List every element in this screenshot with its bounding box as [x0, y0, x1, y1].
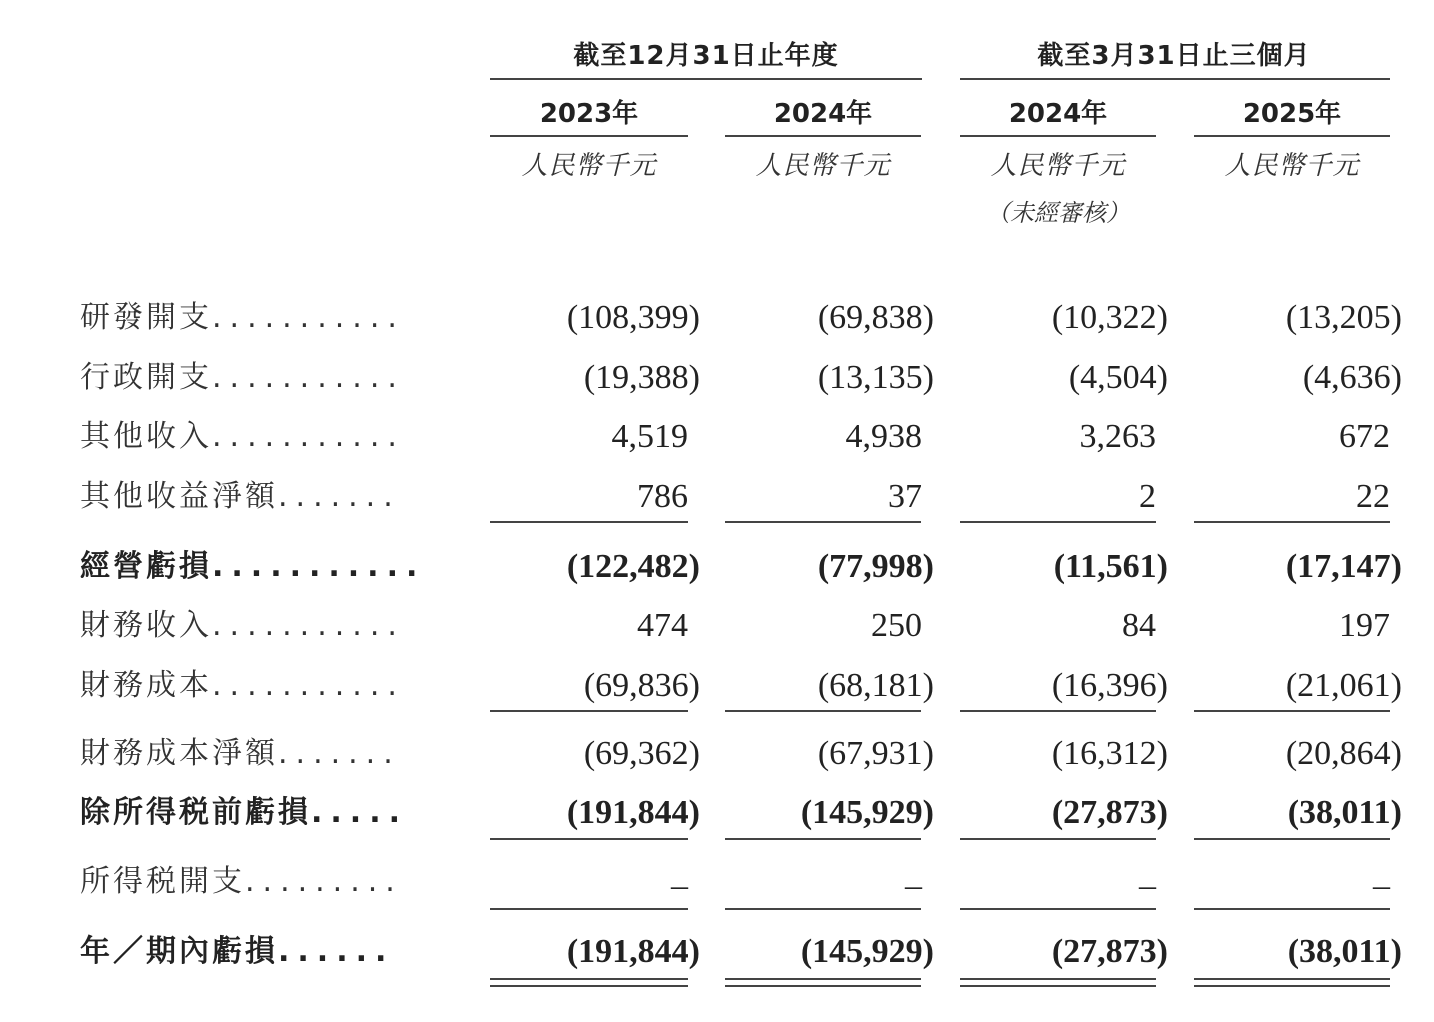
leader-dots: ......	[278, 934, 395, 969]
table-cell: (13,135)	[817, 359, 934, 396]
total-double-rule	[960, 985, 1156, 987]
group-underline	[960, 78, 1390, 80]
leader-dots: ...........	[212, 360, 405, 395]
row-label-text: 財務成本淨額	[80, 736, 278, 771]
leader-dots: .....	[311, 795, 408, 830]
column-unit-label: 人民幣千元	[1224, 151, 1360, 181]
table-cell: (16,396)	[1051, 667, 1168, 704]
subtotal-rule	[1194, 838, 1390, 840]
table-cell: –	[905, 867, 922, 904]
table-cell: (69,362)	[583, 735, 700, 772]
subtotal-rule	[960, 710, 1156, 712]
subtotal-rule	[1194, 710, 1390, 712]
table-cell: (38,011)	[1287, 933, 1402, 970]
column-year-header: 2024年	[1008, 99, 1108, 129]
group-underline	[490, 78, 922, 80]
total-double-rule	[725, 978, 921, 980]
row-label-text: 所得税開支	[80, 864, 245, 899]
table-cell: 4,938	[845, 418, 922, 455]
subtotal-rule	[725, 838, 921, 840]
table-cell: (191,844)	[566, 794, 700, 831]
group-header-three-months: 截至3月31日止三個月	[1037, 41, 1311, 71]
leader-dots: ...........	[212, 608, 405, 643]
subtotal-rule	[960, 521, 1156, 523]
table-cell: (69,838)	[817, 299, 934, 336]
table-cell: (108,399)	[566, 299, 700, 336]
row-label-rd-expenses	[80, 298, 450, 338]
table-cell: 197	[1339, 607, 1390, 644]
table-cell: (11,561)	[1053, 548, 1168, 585]
subtotal-rule	[490, 838, 688, 840]
subtotal-rule	[490, 710, 688, 712]
row-label-text: 其他收益淨額	[80, 479, 278, 514]
table-cell: (68,181)	[817, 667, 934, 704]
row-label-text: 財務收入	[80, 608, 212, 643]
table-cell: (27,873)	[1051, 794, 1168, 831]
leader-dots: .........	[245, 864, 403, 899]
row-label-other-gains-net	[80, 477, 450, 517]
subtotal-rule	[490, 908, 688, 910]
row-label-text: 其他收入	[80, 419, 212, 454]
row-label-income-tax	[80, 862, 450, 902]
year-underline	[1194, 135, 1390, 137]
group-header-fiscal-year: 截至12月31日止年度	[573, 41, 839, 71]
column-year-header: 2025年	[1242, 99, 1342, 129]
total-double-rule	[490, 978, 688, 980]
total-double-rule	[1194, 978, 1390, 980]
table-cell: 3,263	[1079, 418, 1156, 455]
table-cell: 2	[1139, 478, 1156, 515]
table-cell: (145,929)	[800, 933, 934, 970]
table-cell: 37	[888, 478, 922, 515]
subtotal-rule	[960, 838, 1156, 840]
leader-dots: ...........	[212, 549, 426, 584]
table-cell: (27,873)	[1051, 933, 1168, 970]
row-label-text: 經營虧損	[80, 549, 212, 584]
table-cell: (77,998)	[817, 548, 934, 585]
row-label-text: 年／期內虧損	[80, 934, 278, 969]
column-unit-label: 人民幣千元	[755, 151, 891, 181]
subtotal-rule	[490, 521, 688, 523]
table-cell: (19,388)	[583, 359, 700, 396]
year-underline	[490, 135, 688, 137]
row-label-other-income	[80, 417, 450, 457]
leader-dots: .......	[278, 479, 401, 514]
subtotal-rule	[1194, 908, 1390, 910]
column-year-header: 2023年	[539, 99, 639, 129]
leader-dots: ...........	[212, 300, 405, 335]
row-label-loss-for-period	[80, 932, 450, 972]
table-cell: (16,312)	[1051, 735, 1168, 772]
table-cell: 22	[1356, 478, 1390, 515]
row-label-operating-loss	[80, 547, 450, 587]
column-unit-label: 人民幣千元	[521, 151, 657, 181]
table-cell: (13,205)	[1285, 299, 1402, 336]
table-cell: 250	[871, 607, 922, 644]
subtotal-rule	[725, 908, 921, 910]
table-cell: –	[1373, 867, 1390, 904]
table-cell: (4,504)	[1068, 359, 1168, 396]
total-double-rule	[725, 985, 921, 987]
row-label-finance-costs-net	[80, 734, 450, 774]
table-cell: 786	[637, 478, 688, 515]
leader-dots: .......	[278, 736, 401, 771]
column-year-header: 2024年	[773, 99, 873, 129]
table-cell: 4,519	[611, 418, 688, 455]
year-underline	[960, 135, 1156, 137]
table-cell: (17,147)	[1285, 548, 1402, 585]
table-cell: –	[1139, 867, 1156, 904]
row-label-admin-expenses	[80, 358, 450, 398]
row-label-text: 除所得税前虧損	[80, 795, 311, 830]
table-cell: 672	[1339, 418, 1390, 455]
total-double-rule	[1194, 985, 1390, 987]
table-cell: (38,011)	[1287, 794, 1402, 831]
leader-dots: ...........	[212, 668, 405, 703]
table-cell: (191,844)	[566, 933, 700, 970]
row-label-loss-before-tax	[80, 793, 450, 833]
row-label-finance-costs	[80, 666, 450, 706]
table-cell: 474	[637, 607, 688, 644]
table-cell: (20,864)	[1285, 735, 1402, 772]
total-double-rule	[960, 978, 1156, 980]
table-cell: –	[671, 867, 688, 904]
unaudited-note: （未經審核）	[986, 199, 1130, 227]
row-label-text: 財務成本	[80, 668, 212, 703]
subtotal-rule	[725, 710, 921, 712]
subtotal-rule	[960, 908, 1156, 910]
table-cell: (67,931)	[817, 735, 934, 772]
subtotal-rule	[725, 521, 921, 523]
table-cell: (145,929)	[800, 794, 934, 831]
row-label-text: 行政開支	[80, 360, 212, 395]
table-cell: (122,482)	[566, 548, 700, 585]
row-label-finance-income	[80, 606, 450, 646]
subtotal-rule	[1194, 521, 1390, 523]
total-double-rule	[490, 985, 688, 987]
leader-dots: ...........	[212, 419, 405, 454]
table-cell: (10,322)	[1051, 299, 1168, 336]
year-underline	[725, 135, 921, 137]
table-cell: (69,836)	[583, 667, 700, 704]
table-cell: (21,061)	[1285, 667, 1402, 704]
row-label-text: 研發開支	[80, 300, 212, 335]
table-cell: (4,636)	[1302, 359, 1402, 396]
table-cell: 84	[1122, 607, 1156, 644]
column-unit-label: 人民幣千元	[990, 151, 1126, 181]
